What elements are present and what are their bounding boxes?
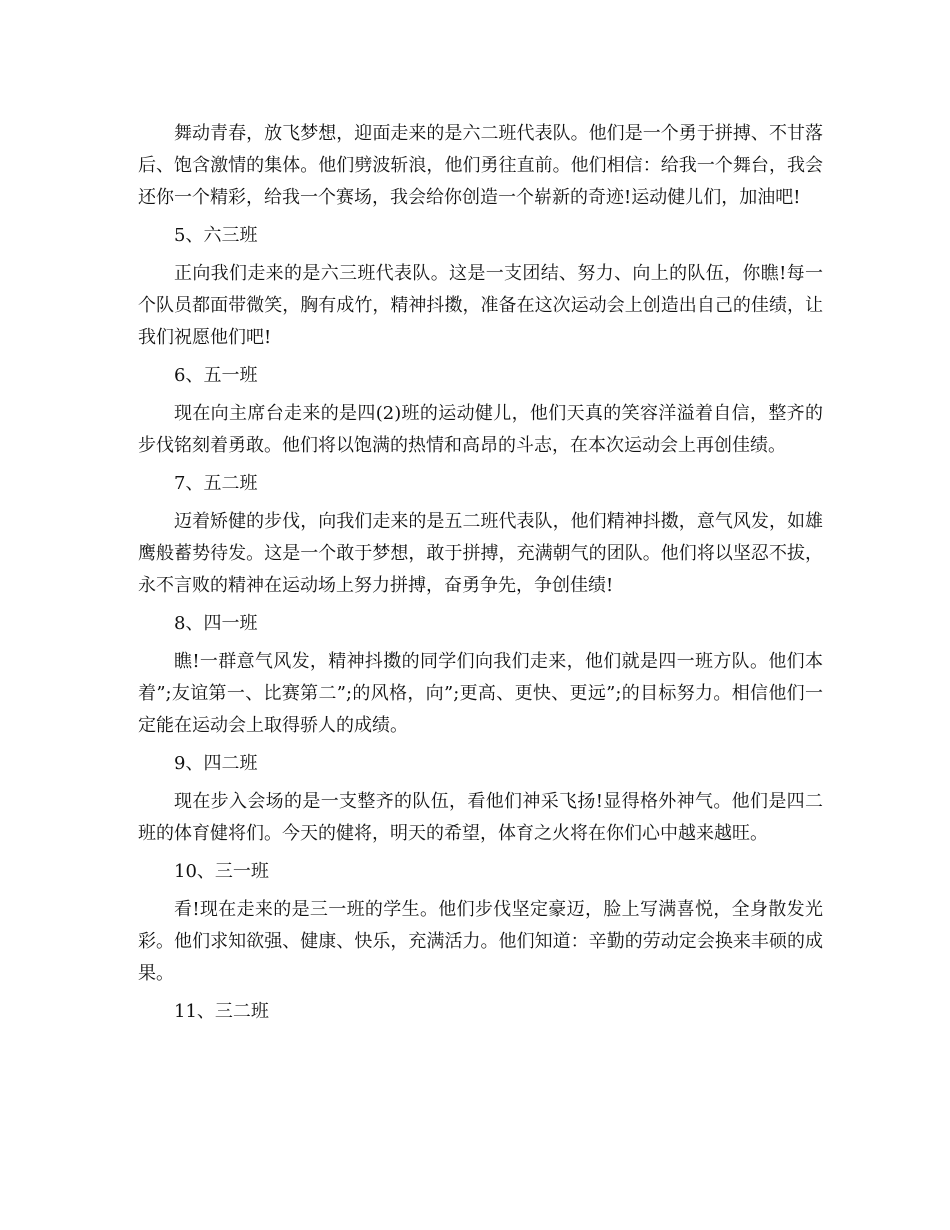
paragraph: 舞动青春，放飞梦想，迎面走来的是六二班代表队。他们是一个勇于拼搏、不甘落后、饱含激情的集体。他们劈波斩浪，他们勇往直前。他们相信：给我一个舞台，我会还你一个精彩，给我一个赛场，我会给你创造一个崭新的奇迹!运动健儿们，加油吧! (138, 123, 823, 208)
section-heading: 11、三二班 (174, 1001, 269, 1022)
section-heading: 6、五一班 (174, 365, 258, 386)
paragraph: 迈着矫健的步伐，向我们走来的是五二班代表队，他们精神抖擞，意气风发，如雄鹰般蓄势待发。这是一个敢于梦想，敢于拼搏，充满朝气的团队。他们将以坚忍不拔，永不言败的精神在运动场上努力拼搏，奋勇争先，争创佳绩! (138, 511, 823, 596)
paragraph: 看!现在走来的是三一班的学生。他们步伐坚定豪迈，脸上写满喜悦，全身散发光彩。他们求知欲强、健康、快乐，充满活力。他们知道：辛勤的劳动定会换来丰硕的成果。 (138, 899, 823, 984)
paragraph: 正向我们走来的是六三班代表队。这是一支团结、努力、向上的队伍，你瞧!每一个队员都面带微笑，胸有成竹，精神抖擞，准备在这次运动会上创造出自己的佳绩，让我们祝愿他们吧! (138, 263, 823, 348)
document-body (138, 118, 823, 1034)
section-heading: 5、六三班 (174, 225, 258, 246)
section-heading: 10、三一班 (174, 861, 269, 882)
section-heading: 7、五二班 (174, 473, 258, 494)
section-heading: 8、四一班 (174, 613, 258, 634)
paragraph: 现在向主席台走来的是四(2)班的运动健儿，他们天真的笑容洋溢着自信，整齐的步伐铭刻着勇敢。他们将以饱满的热情和高昂的斗志，在本次运动会上再创佳绩。 (138, 403, 823, 456)
section-heading: 9、四二班 (174, 753, 258, 774)
paragraph: 现在步入会场的是一支整齐的队伍，看他们神采飞扬!显得格外神气。他们是四二班的体育健将们。今天的健将，明天的希望，体育之火将在你们心中越来越旺。 (138, 791, 823, 844)
paragraph: 瞧!一群意气风发，精神抖擞的同学们向我们走来，他们就是四一班方队。他们本着”;友谊第一、比赛第二”;的风格，向”;更高、更快、更远”;的目标努力。相信他们一定能在运动会上取得骄人的成绩。 (138, 651, 823, 736)
